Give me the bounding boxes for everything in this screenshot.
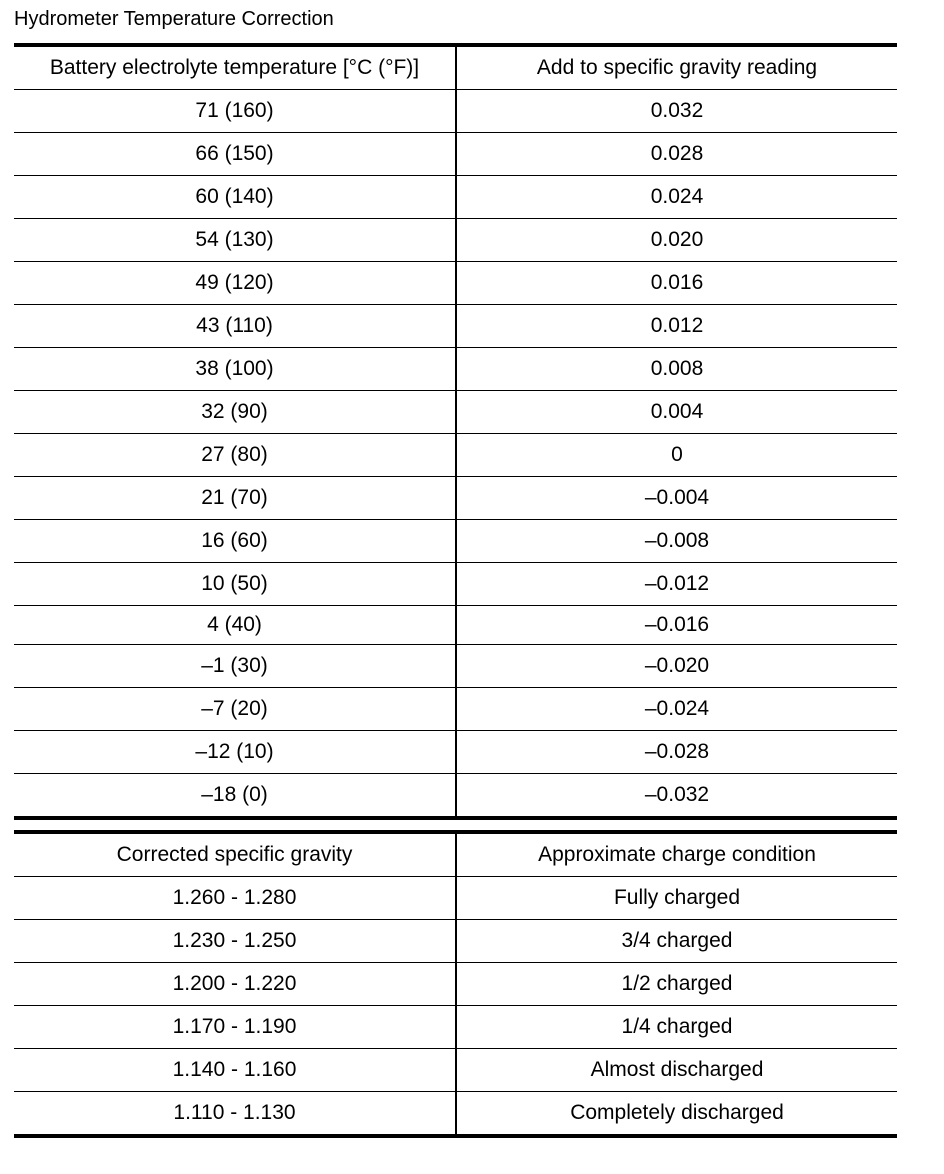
correction-cell: 0 <box>456 434 897 477</box>
table-row <box>14 606 897 645</box>
table-row <box>14 348 897 391</box>
temperature-cell: 10 (50) <box>14 563 456 606</box>
charge-cell: Almost discharged <box>456 1049 897 1092</box>
correction-cell: –0.008 <box>456 520 897 563</box>
correction-cell: –0.024 <box>456 688 897 731</box>
charge-condition-table <box>14 830 897 1138</box>
correction-cell: –0.032 <box>644 783 710 806</box>
temperature-cell: 71 (160) <box>14 90 456 133</box>
table-row <box>14 477 897 520</box>
temperature-cell: 66 (150) <box>14 133 456 176</box>
gravity-cell: 1.260 - 1.280 <box>14 877 456 920</box>
temperature-cell: –1 (30) <box>14 645 456 688</box>
table-row <box>14 520 897 563</box>
table-row <box>14 176 897 219</box>
temperature-cell: 4 (40) <box>14 606 456 645</box>
table-header-row <box>14 45 897 90</box>
table-row <box>14 877 897 920</box>
charge-cell: 1/4 charged <box>456 1006 897 1049</box>
temperature-correction-table <box>14 43 897 820</box>
temperature-cell: –7 (20) <box>14 688 456 731</box>
table-row <box>14 305 897 348</box>
page-title: Hydrometer Temperature Correction <box>14 8 334 30</box>
correction-cell: 0.004 <box>456 391 897 434</box>
table-row <box>14 1006 897 1049</box>
table-row <box>14 219 897 262</box>
charge-cell: Completely discharged <box>570 1101 784 1124</box>
temperature-cell: 60 (140) <box>14 176 456 219</box>
temperature-cell: –12 (10) <box>14 731 456 774</box>
temperature-cell: 27 (80) <box>14 434 456 477</box>
temperature-cell: 43 (110) <box>14 305 456 348</box>
table-row <box>14 1092 897 1137</box>
table-row <box>14 645 897 688</box>
header-temperature: Battery electrolyte temperature [°C (°F)] <box>14 45 456 90</box>
charge-cell: 1/2 charged <box>456 963 897 1006</box>
table-row <box>14 774 897 819</box>
gravity-cell: 1.110 - 1.130 <box>14 1092 456 1137</box>
table-row <box>14 391 897 434</box>
temperature-cell: –18 (0) <box>14 774 456 819</box>
correction-cell: 0.016 <box>456 262 897 305</box>
table-row <box>14 731 897 774</box>
correction-cell: –0.012 <box>456 563 897 606</box>
table-row <box>14 262 897 305</box>
correction-cell: 0.032 <box>456 90 897 133</box>
table-row <box>14 563 897 606</box>
correction-cell: –0.004 <box>456 477 897 520</box>
correction-cell: 0.024 <box>456 176 897 219</box>
header-specific-gravity: Corrected specific gravity <box>14 832 456 877</box>
gravity-cell: 1.230 - 1.250 <box>14 920 456 963</box>
table-row <box>14 920 897 963</box>
gravity-cell: 1.200 - 1.220 <box>14 963 456 1006</box>
correction-cell: 0.008 <box>456 348 897 391</box>
gravity-cell: 1.170 - 1.190 <box>14 1006 456 1049</box>
temperature-cell: 38 (100) <box>14 348 456 391</box>
charge-cell: Fully charged <box>456 877 897 920</box>
table-row <box>14 688 897 731</box>
temperature-cell: 49 (120) <box>14 262 456 305</box>
correction-cell: 0.028 <box>456 133 897 176</box>
correction-cell: 0.020 <box>456 219 897 262</box>
correction-cell: –0.028 <box>456 731 897 774</box>
gravity-cell: 1.140 - 1.160 <box>14 1049 456 1092</box>
temperature-cell: 16 (60) <box>14 520 456 563</box>
table-row <box>14 963 897 1006</box>
temperature-cell: 54 (130) <box>14 219 456 262</box>
correction-cell: 0.012 <box>456 305 897 348</box>
table-row <box>14 434 897 477</box>
temperature-cell: 32 (90) <box>14 391 456 434</box>
header-charge-condition: Approximate charge condition <box>456 832 897 877</box>
correction-cell: –0.016 <box>456 606 897 645</box>
table-header-row <box>14 832 897 877</box>
header-correction: Add to specific gravity reading <box>456 45 897 90</box>
correction-cell: –0.020 <box>456 645 897 688</box>
table-row <box>14 1049 897 1092</box>
temperature-cell: 21 (70) <box>14 477 456 520</box>
table-row <box>14 90 897 133</box>
charge-cell: 3/4 charged <box>456 920 897 963</box>
table-row <box>14 133 897 176</box>
